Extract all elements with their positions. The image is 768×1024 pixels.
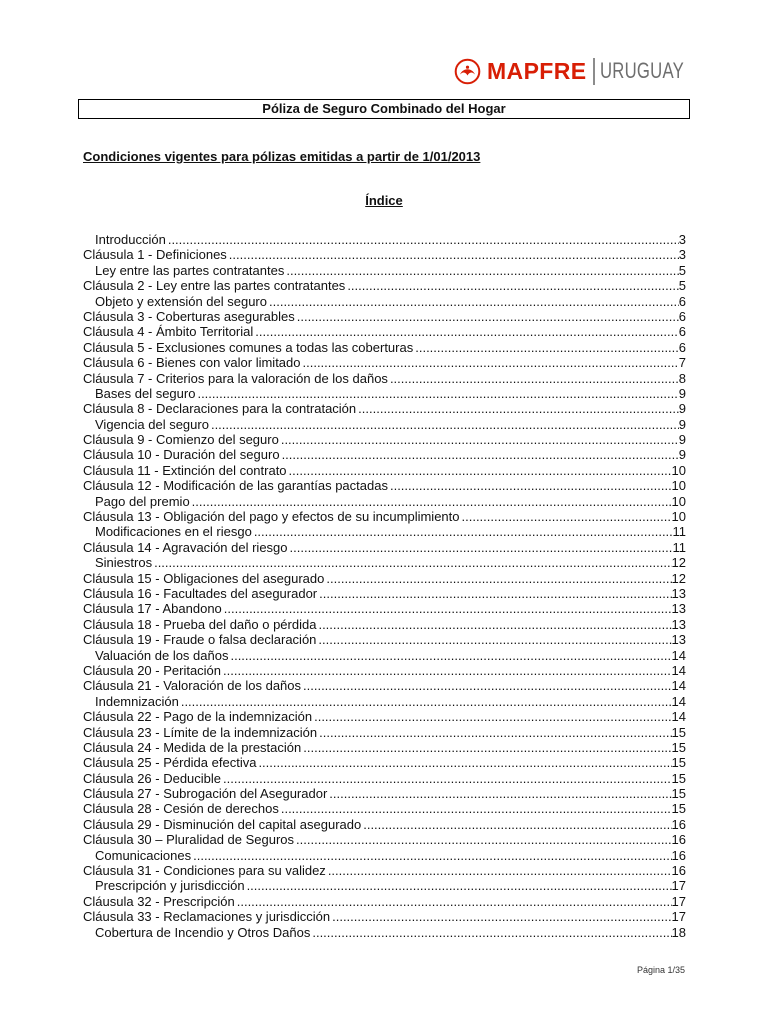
toc-section-pago-del-premio [83,494,686,509]
toc-entry-title: Cláusula 18 - Prueba del daño o pérdida [83,616,317,632]
toc-section-modificaciones-en-el-riesgo [83,524,686,539]
toc-entry-title: Cláusula 19 - Fraude o falsa declaración [83,632,317,648]
toc-clause-27 [83,786,686,801]
toc-clause-7 [83,371,686,386]
toc-entry-title: Cláusula 6 - Bienes con valor limitado [83,355,301,371]
dot-leader [286,263,678,278]
toc-section-cobertura-de-incendio [83,925,686,940]
toc-clause-13 [83,509,686,524]
document-title: Póliza de Seguro Combinado del Hogar [78,99,690,119]
toc-entry-page: 18 [671,924,686,940]
toc-clause-3 [83,309,686,324]
toc-section-comunicaciones [83,848,686,863]
toc-entry-title: Cláusula 28 - Cesión de derechos [83,801,279,817]
dot-leader [269,294,679,309]
toc-entry-title: Bases del seguro [95,385,196,401]
toc-clause-15 [83,571,686,586]
dot-leader [224,601,672,616]
dot-leader [282,447,679,462]
toc-entry-page: 14 [671,662,686,678]
toc-entry-title: Valuación de los daños [95,647,229,663]
toc-entry-page: 12 [671,570,686,586]
toc-clause-26 [83,771,686,786]
toc-entry-title: Cobertura de Incendio y Otros Daños [95,924,311,940]
dot-leader [319,725,671,740]
toc-clause-18 [83,617,686,632]
dot-leader [223,663,672,678]
dot-leader [319,586,671,601]
toc-entry-title: Cláusula 8 - Declaraciones para la contratación [83,401,357,417]
toc-entry-page: 9 [678,432,686,448]
toc-entry-title: Cláusula 7 - Criterios para la valoración de los daños [83,370,388,386]
toc-section-valuacion-de-los-danos [83,648,686,663]
toc-entry-page: 15 [671,770,686,786]
toc-clause-16 [83,586,686,601]
toc-entry-title: Cláusula 12 - Modificación de las garantías pactadas [83,478,388,494]
dot-leader [281,801,672,816]
dot-leader [281,432,679,447]
toc-entry-title: Cláusula 21 - Valoración de los daños [83,678,302,694]
dot-leader [229,247,679,262]
toc-entry-title: Cláusula 5 - Exclusiones comunes a todas las coberturas [83,339,414,355]
toc-clause-9 [83,432,686,447]
toc-clause-24 [83,740,686,755]
toc-entry-title: Cláusula 22 - Pago de la indemnización [83,709,313,725]
toc-entry-page: 10 [671,509,686,525]
toc-entry-title: Cláusula 1 - Definiciones [83,247,227,263]
dot-leader [296,832,672,847]
toc-entry-page: 17 [671,878,686,894]
toc-entry-title: Cláusula 29 - Disminución del capital asegurado [83,816,362,832]
toc-clause-2 [83,278,686,293]
toc-entry-page: 6 [678,308,686,324]
dot-leader [254,524,673,539]
toc-entry-page: 11 [672,539,686,555]
toc-section-ley-entre-las-partes [83,263,686,278]
toc-clause-4 [83,324,686,339]
toc-entry-title: Cláusula 23 - Límite de la indemnización [83,724,318,740]
mapfre-logo [454,57,686,85]
toc-clause-8 [83,401,686,416]
toc-entry-page: 9 [678,401,686,417]
toc-entry-title: Prescripción y jurisdicción [95,878,245,894]
toc-entry-title: Cláusula 30 – Pluralidad de Seguros [83,832,295,848]
dot-leader [318,632,671,647]
toc-entry-title: Ley entre las partes contratantes [95,262,285,278]
toc-clause-14 [83,540,686,555]
toc-entry-title: Cláusula 14 - Agravación del riesgo [83,539,288,555]
toc-entry-page: 15 [671,724,686,740]
dot-leader [197,386,678,401]
toc-entry-page: 8 [678,370,686,386]
toc-entry-page: 10 [671,493,686,509]
toc-entry-page: 15 [671,755,686,771]
toc-entry-title: Cláusula 13 - Obligación del pago y efectos de su incumplimiento [83,509,460,525]
dot-leader [390,371,679,386]
toc-entry-title: Cláusula 2 - Ley entre las partes contratantes [83,278,346,294]
toc-entry-title: Cláusula 31 - Condiciones para su validez [83,863,326,879]
dot-leader [358,401,679,416]
dot-leader [255,324,678,339]
toc-entry-title: Cláusula 16 - Facultades del asegurador [83,585,318,601]
dot-leader [247,878,672,893]
toc-section-bases-del-seguro [83,386,686,401]
page-number: Página 1/35 [636,965,685,975]
toc-section-siniestros [83,555,686,570]
toc-entry-title: Cláusula 33 - Reclamaciones y jurisdicción [83,909,331,925]
dot-leader [211,417,679,432]
toc-entry-title: Comunicaciones [95,847,192,863]
toc-clause-31 [83,863,686,878]
toc-entry-page: 13 [671,616,686,632]
toc-entry-title: Cláusula 24 - Medida de la prestación [83,739,302,755]
dot-leader [314,709,671,724]
validity-note: Condiciones vigentes para pólizas emitidas a partir de 1/01/2013 [83,149,481,164]
toc-entry-title: Cláusula 10 - Duración del seguro [83,447,280,463]
dot-leader [303,355,679,370]
dot-leader [303,678,672,693]
toc-clause-28 [83,801,686,816]
toc-entry-title: Cláusula 11 - Extinción del contrato [83,462,287,478]
toc-entry-title: Indemnización [95,693,179,709]
dot-leader [303,740,671,755]
toc-entry-page: 3 [678,247,686,263]
toc-entry-title: Siniestros [95,555,153,571]
toc-entry-page: 9 [678,385,686,401]
toc-clause-22 [83,709,686,724]
toc-clause-33 [83,909,686,924]
toc-clause-12 [83,478,686,493]
toc-entry-page: 5 [678,278,686,294]
toc-entry-title: Cláusula 26 - Deducible [83,770,222,786]
toc-entry-title: Vigencia del seguro [95,416,209,432]
toc-entry-page: 7 [678,355,686,371]
toc-entry-title: Cláusula 32 - Prescripción [83,893,235,909]
toc-entry-title: Cláusula 9 - Comienzo del seguro [83,432,279,448]
toc-section-introduccion [83,232,686,247]
toc-entry-title: Pago del premio [95,493,190,509]
toc-entry-page: 14 [671,678,686,694]
dot-leader [326,571,671,586]
mapfre-emblem-icon [454,58,481,85]
toc-clause-5 [83,340,686,355]
toc-clause-25 [83,755,686,770]
toc-entry-page: 6 [678,339,686,355]
table-of-contents [83,232,686,940]
toc-entry-page: 17 [671,893,686,909]
toc-entry-page: 3 [678,232,686,247]
dot-leader [154,555,671,570]
toc-entry-page: 15 [671,786,686,802]
dot-leader [312,925,671,940]
toc-entry-page: 9 [678,447,686,463]
dot-leader [290,540,673,555]
dot-leader [329,786,671,801]
country-name-wrap [600,57,686,85]
dot-leader [223,771,672,786]
toc-clause-19 [83,632,686,647]
toc-clause-30 [83,832,686,847]
toc-entry-page: 14 [671,709,686,725]
dot-leader [193,848,671,863]
toc-entry-page: 15 [671,739,686,755]
index-heading-wrap [78,193,690,209]
toc-entry-page: 16 [671,832,686,848]
toc-entry-page: 12 [671,555,686,571]
toc-clause-20 [83,663,686,678]
toc-entry-page: 10 [671,462,686,478]
toc-entry-page: 11 [672,524,686,540]
dot-leader [347,278,678,293]
toc-section-objeto-y-extension [83,294,686,309]
toc-entry-title: Cláusula 17 - Abandono [83,601,222,617]
dot-leader [363,817,671,832]
toc-entry-page: 14 [671,647,686,663]
toc-entry-title: Introducción [95,232,166,247]
toc-entry-page: 10 [671,478,686,494]
dot-leader [462,509,672,524]
toc-section-indemnizacion [83,694,686,709]
dot-leader [332,909,671,924]
toc-entry-title: Cláusula 4 - Ámbito Territorial [83,324,254,340]
toc-entry-title: Cláusula 20 - Peritación [83,662,222,678]
index-heading: Índice [365,193,403,208]
toc-clause-1 [83,247,686,262]
logo-divider [593,58,595,85]
toc-entry-page: 16 [671,863,686,879]
toc-entry-page: 15 [671,801,686,817]
toc-clause-11 [83,463,686,478]
toc-clause-17 [83,601,686,616]
toc-clause-21 [83,678,686,693]
toc-clause-10 [83,447,686,462]
toc-entry-page: 13 [671,601,686,617]
dot-leader [230,648,671,663]
toc-entry-page: 17 [671,909,686,925]
dot-leader [297,309,679,324]
dot-leader [390,478,672,493]
brand-name: MAPFRE [487,58,587,84]
dot-leader [328,863,672,878]
toc-section-vigencia-del-seguro [83,417,686,432]
toc-entry-page: 13 [671,632,686,648]
dot-leader [289,463,672,478]
toc-entry-page: 13 [671,585,686,601]
toc-entry-page: 5 [678,262,686,278]
toc-entry-title: Cláusula 15 - Obligaciones del asegurado [83,570,325,586]
toc-entry-page: 16 [671,847,686,863]
toc-entry-page: 9 [678,416,686,432]
toc-entry-title: Cláusula 3 - Coberturas asegurables [83,308,295,324]
toc-clause-32 [83,894,686,909]
toc-entry-title: Modificaciones en el riesgo [95,524,252,540]
dot-leader [415,340,679,355]
toc-entry-page: 16 [671,816,686,832]
dot-leader [168,232,679,247]
dot-leader [192,494,672,509]
toc-clause-23 [83,725,686,740]
dot-leader [258,755,671,770]
toc-entry-title: Objeto y extensión del seguro [95,293,267,309]
toc-section-prescripcion-y-jurisdiccion [83,878,686,893]
toc-clause-6 [83,355,686,370]
toc-entry-title: Cláusula 25 - Pérdida efectiva [83,755,257,771]
toc-entry-page: 6 [678,293,686,309]
dot-leader [181,694,672,709]
toc-entry-page: 6 [678,324,686,340]
dot-leader [237,894,672,909]
dot-leader [318,617,671,632]
toc-entry-title: Cláusula 27 - Subrogación del Asegurador [83,786,328,802]
toc-entry-page: 14 [671,693,686,709]
toc-clause-29 [83,817,686,832]
country-name: URUGUAY [599,58,684,83]
